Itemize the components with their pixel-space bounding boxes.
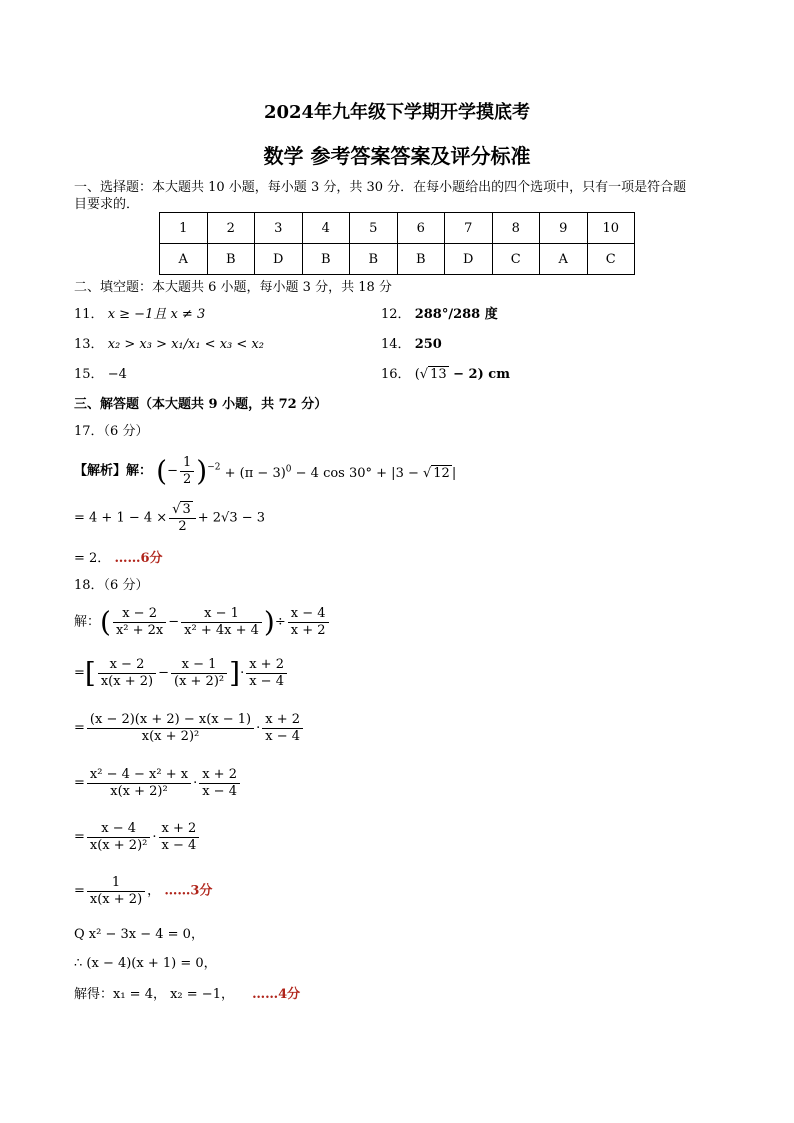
table-cell: 6 <box>397 213 445 244</box>
q13 <box>74 336 264 354</box>
table-cell: B <box>207 244 255 275</box>
q14 <box>381 336 442 354</box>
q18-step2: = $\frac{(x - 2)(x + 2) - x(x - 1)}{\text{x(x + 2)²}}$ · $\frac{x + 2}{x - 4}$ <box>74 712 305 752</box>
q16-answer-open: ( <box>414 367 420 382</box>
table-cell: 1 <box>160 213 208 244</box>
q18-score4: ……4分 <box>252 987 301 1002</box>
table-cell: B <box>302 244 350 275</box>
q11-answer: x ≥ −1且 x ≠ 3 <box>107 307 206 322</box>
table-cell: D <box>255 244 303 275</box>
table-cell: A <box>160 244 208 275</box>
table-cell: 2 <box>207 213 255 244</box>
section1-heading-cont: 目要求的． <box>74 197 140 212</box>
q18-step1: =[ $\frac{x - 2}{x(x + 2)}$ − $\frac{x - 1}{\text{(x + 2)²}}$ ]· $\frac{x + 2}{x - 4}$ <box>74 657 289 697</box>
table-cell: A <box>540 244 588 275</box>
q14-number: 14． <box>381 337 411 352</box>
q18-score3: ……3分 <box>164 883 213 899</box>
answer-table <box>159 212 635 275</box>
section2-heading: 二、填空题：本大题共 6 小题，每小题 3 分，共 18 分 <box>74 280 392 295</box>
table-cell: B <box>350 244 398 275</box>
table-cell: B <box>397 244 445 275</box>
q18-step5: = $\frac{1}{x(x + 2)}$ ， ……3分 <box>74 875 213 907</box>
q17-score: ……6分 <box>114 551 163 566</box>
q17-label: 17．（6 分） <box>74 424 149 439</box>
q18-factor: ∴ (x − 4)(x + 1) = 0， <box>74 956 217 971</box>
q18-expression: 解：( $\frac{x - 2}{\text{x² + 2x}}$ − $\frac{x - 1}{\text{x² + 4x + 4}}$ )÷ $\frac{x - 4}{x + 2}$ <box>74 606 331 640</box>
q18-step3: = $\frac{\text{x² − 4 − x² + x}}{\text{x(x + 2)²}}$ · $\frac{x + 2}{x - 4}$ <box>74 767 242 807</box>
q18-intro: 解： <box>74 614 101 630</box>
q16-radicand: 13 <box>430 367 447 382</box>
table-cell: 10 <box>587 213 635 244</box>
q17-step2-text: = 4 + 1 − 4 × <box>74 510 168 526</box>
table-cell: 3 <box>255 213 303 244</box>
table-cell: D <box>445 244 493 275</box>
q12-answer: 288°/288 度 <box>414 307 498 322</box>
q17-step3 <box>74 550 162 568</box>
q15 <box>74 366 127 384</box>
table-cell: 5 <box>350 213 398 244</box>
q15-answer: −4 <box>107 367 127 382</box>
section1-heading: 一、选择题：本大题共 10 小题，每小题 3 分，共 30 分．在每小题给出的四个选项中，只有一项是符合题 <box>74 180 687 195</box>
q17-expression: 【解析】解： (− $\frac{1}{2}$ )$^{-2} + (\pi - 3)^0 - 4$ cos 30° + |3 − √ 12 | <box>74 454 457 488</box>
q15-number: 15． <box>74 367 104 382</box>
q18-label: 18．（6 分） <box>74 578 149 593</box>
q12 <box>381 306 498 324</box>
q13-answer: x₂ > x₃ > x₁/x₁ < x₃ < x₂ <box>107 337 264 352</box>
q11-number: 11． <box>74 307 104 322</box>
q13-number: 13． <box>74 337 104 352</box>
q17-intro: 【解析】解： <box>74 463 153 479</box>
section3-heading: 三、解答题（本大题共 9 小题，共 72 分） <box>74 397 328 412</box>
q12-number: 12． <box>381 307 411 322</box>
q16-number: 16． <box>381 367 411 382</box>
q18-solve-line <box>74 986 300 1004</box>
q18-step4: = $\frac{x - 4}{\text{x(x + 2)²}}$ · $\frac{x + 2}{x - 4}$ <box>74 821 201 861</box>
table-cell: 7 <box>445 213 493 244</box>
table-cell: C <box>492 244 540 275</box>
q18-solve: 解得：x₁ = 4， x₂ = −1， <box>74 987 234 1002</box>
q17-step2: = 4 + 1 − 4 × $\frac{√ 3}{2}$ + 2√3 − 3 <box>74 502 266 534</box>
q14-answer: 250 <box>414 337 442 352</box>
table-cell: 8 <box>492 213 540 244</box>
table-cell: C <box>587 244 635 275</box>
sqrt-icon: √ <box>419 367 429 382</box>
page-title: 2024年九年级下学期开学摸底考 <box>263 102 531 123</box>
q17-result: = 2． <box>74 551 111 566</box>
q18-condition: Q x² − 3x − 4 = 0， <box>74 927 204 942</box>
table-row-answers <box>160 244 635 275</box>
table-cell: 4 <box>302 213 350 244</box>
table-cell: 9 <box>540 213 588 244</box>
table-row-numbers <box>160 213 635 244</box>
q17-step2-text-b: + 2√3 − 3 <box>197 510 266 526</box>
page-subtitle: 数学 参考答案答案及评分标准 <box>263 144 531 168</box>
q16 <box>381 366 510 384</box>
q16-answer-close: − 2) cm <box>448 367 510 382</box>
q11 <box>74 306 205 324</box>
